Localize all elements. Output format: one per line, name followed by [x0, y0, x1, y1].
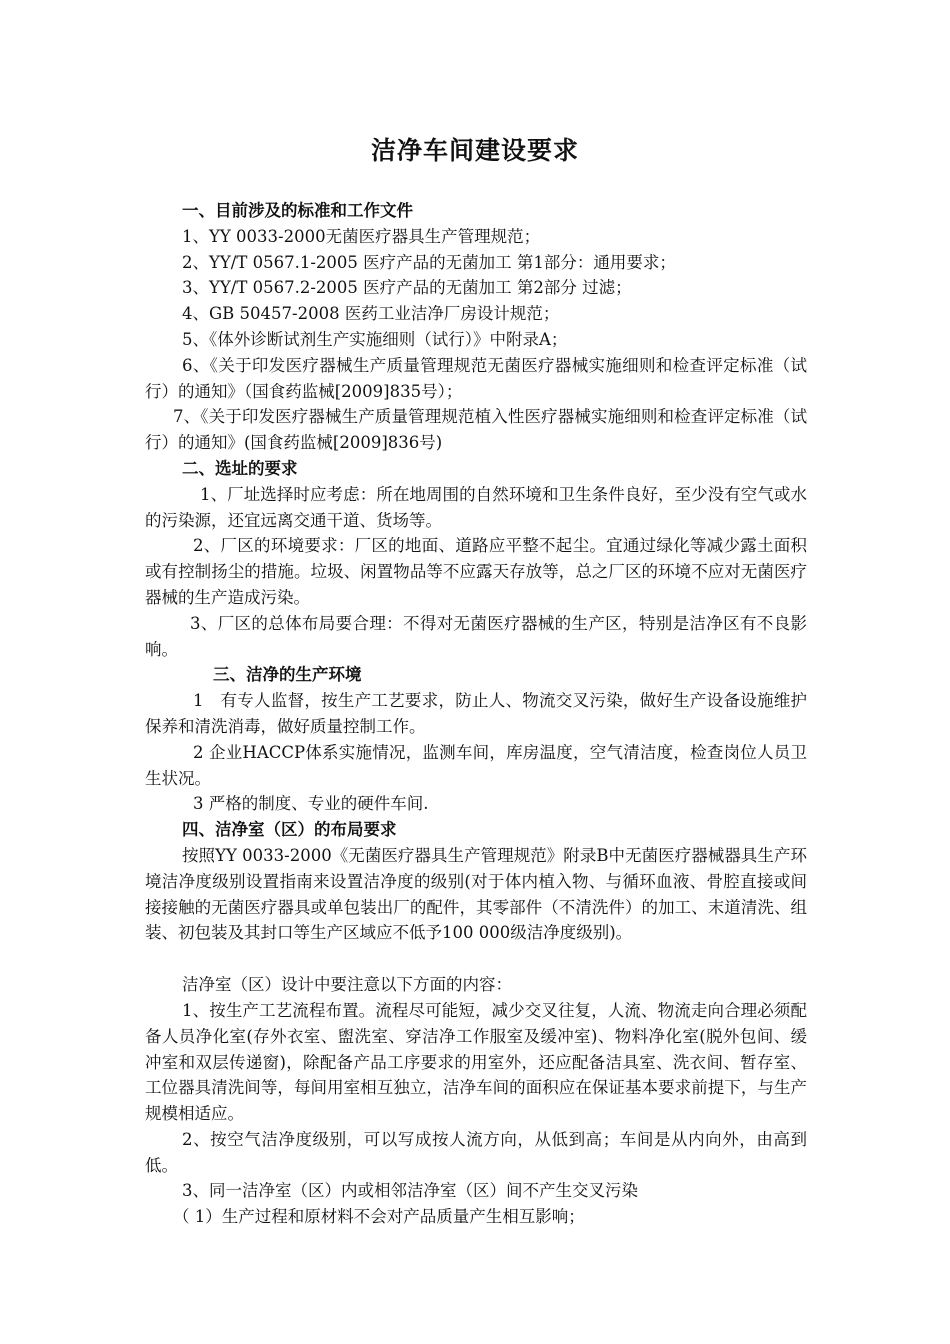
layout-item-2: 2、按空气洁净度级别，可以写成按人流方向，从低到高；车间是从内向外，由高到低。 — [145, 1129, 807, 1175]
environment-item-2: 2 企业HACCP体系实施情况，监测车间，库房温度，空气清洁度，检查岗位人员卫生状况。 — [145, 742, 807, 788]
site-item-1: 1、厂址选择时应考虑：所在地周围的自然环境和卫生条件良好，至少没有空气或水的污染源，还宜远离交通干道、货场等。 — [145, 484, 807, 530]
standards-item-7: 7、《关于印发医疗器械生产质量管理规范植入性医疗器械实施细则和检查评定标准（试行）的通知》(国食药监械[2009]836号) — [145, 407, 807, 453]
layout-note: 洁净室（区）设计中要注意以下方面的内容： — [182, 975, 512, 995]
standards-item-3: 3、YY/T 0567.2-2005 医疗产品的无菌加工 第2部分 过滤； — [182, 278, 632, 298]
layout-subitem-1: （ 1）生产过程和原材料不会对产品质量产生相互影响； — [173, 1207, 585, 1227]
section-heading-environment: 三、洁净的生产环境 — [213, 665, 362, 685]
section-heading-layout: 四、洁净室（区）的布局要求 — [182, 820, 397, 840]
standards-item-1: 1、YY 0033-2000无菌医疗器具生产管理规范； — [182, 226, 541, 246]
layout-intro: 按照YY 0033-2000《无菌医疗器具生产管理规范》附录B中无菌医疗器械器具生产环境洁净度级别设置指南来设置洁净度的级别(对于体内植入物、与循环血液、骨腔直接或间接接触的无菌医疗器具或单包装出厂的配件，其零部件（不清洗件）的加工、末道清洗、组装、初包装及其封口等生产区域应不低予100 000级洁净度级别)。 — [145, 845, 807, 943]
standards-item-2: 2、YY/T 0567.1-2005 医疗产品的无菌加工 第1部分：通用要求； — [182, 252, 676, 272]
environment-item-3: 3 严格的制度、专业的硬件车间. — [193, 794, 429, 814]
document-title: 洁净车间建设要求 — [370, 136, 579, 165]
section-heading-standards: 一、目前涉及的标准和工作文件 — [182, 201, 413, 220]
standards-item-5: 5、《体外诊断试剂生产实施细则（试行）》中附录A； — [182, 329, 568, 349]
environment-item-1: 1 有专人监督，按生产工艺要求，防止人、物流交叉污染，做好生产设备设施维护保养和清洗消毒，做好质量控制工作。 — [145, 691, 807, 736]
layout-item-1: 1、按生产工艺流程布置。流程尽可能短，减少交叉往复，人流、物流走向合理必须配备人员净化室(存外衣室、盥洗室、穿洁净工作服室及缓冲室)、物料净化室(脱外包间、缓冲室和双层传递窗)，除配备产品工序要求的用室外，还应配备洁具室、洗衣间、暂存室、工位器具清洗间等，每间用室相互独立，洁净车间的面积应在保证基本要求前提下，与生产规模相适应。 — [145, 1000, 807, 1124]
paragraph-gap — [145, 946, 807, 972]
standards-item-4: 4、GB 50457-2008 医药工业洁净厂房设计规范； — [182, 304, 560, 324]
document-body — [145, 198, 807, 1230]
layout-item-3: 3、同一洁净室（区）内或相邻洁净室（区）间不产生交叉污染 — [182, 1181, 638, 1201]
site-item-2: 2、厂区的环境要求：厂区的地面、道路应平整不起尘。宜通过绿化等减少露土面积或有控制扬尘的措施。垃圾、闲置物品等不应露天存放等，总之厂区的环境不应对无菌医疗器械的生产造成污染。 — [145, 536, 807, 607]
site-item-3: 3、厂区的总体布局要合理：不得对无菌医疗器械的生产区，特别是洁净区有不良影响。 — [145, 613, 807, 659]
section-heading-site: 二、选址的要求 — [182, 458, 298, 478]
standards-item-6: 6、《关于印发医疗器械生产质量管理规范无菌医疗器械实施细则和检查评定标准（试行）的通知》（国食药监械[2009]835号）； — [145, 355, 807, 401]
